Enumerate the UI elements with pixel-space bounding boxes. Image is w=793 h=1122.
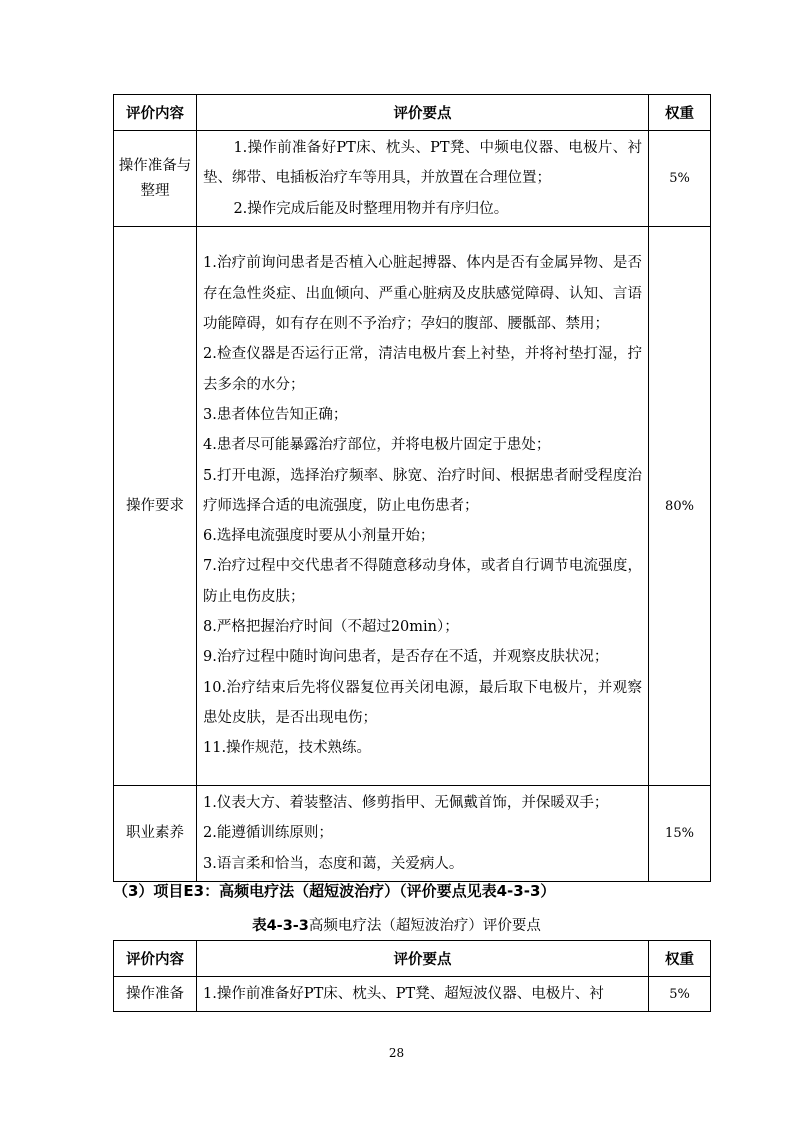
- page-number: 28: [388, 1046, 405, 1060]
- point-item: 7.治疗过程中交代患者不得随意移动身体，或者自行调节电流强度，防止电伤皮肤；: [203, 558, 642, 605]
- point-item: 3.语言柔和恰当，态度和蔼，关爱病人。: [203, 855, 464, 872]
- category-label: 操作准备与整理: [118, 157, 192, 199]
- row-weight: 80%: [649, 227, 711, 786]
- point-item: 10.治疗结束后先将仪器复位再关闭电源，最后取下电极片，并观察患处皮肤，是否出现电伤；: [203, 679, 642, 726]
- point-item: 6.选择电流强度时要从小剂量开始；: [203, 528, 435, 545]
- point-item: 2.检查仪器是否运行正常，清洁电极片套上衬垫，并将衬垫打湿，拧去多余的水分；: [203, 346, 642, 393]
- table-caption: [0, 914, 793, 935]
- table-title: 高频电疗法（超短波治疗）评价要点: [308, 918, 541, 934]
- point-item: 11.操作规范，技术熟练。: [203, 740, 372, 757]
- table-header-row: [114, 95, 711, 131]
- table-row: [114, 786, 711, 882]
- table-row: [114, 977, 711, 1012]
- point-item: 5.打开电源，选择治疗频率、脉宽、治疗时间、根据患者耐受程度治疗师选择合适的电流强度，防止电伤患者；: [203, 467, 642, 514]
- table-row: [114, 227, 711, 786]
- row-points: [197, 786, 649, 882]
- evaluation-table-4-3-2: [113, 94, 711, 882]
- point-item: 1.操作前准备好PT床、枕头、PT凳、中频电仪器、电极片、衬垫、绑带、电插板治疗车等用具，并放置在合理位置；: [203, 140, 642, 187]
- point-item: 8.严格把握治疗时间（不超过20min）；: [203, 619, 459, 636]
- row-weight: 15%: [649, 786, 711, 882]
- section-heading: （3）项目E3：高频电疗法（超短波治疗）（评价要点见表4-3-3）: [113, 882, 556, 900]
- row-points: [197, 977, 649, 1012]
- row-category: [114, 131, 197, 227]
- point-item: 3.患者体位告知正确；: [203, 406, 348, 423]
- point-item: 1.操作前准备好PT床、枕头、PT凳、超短波仪器、电极片、衬: [203, 986, 604, 1002]
- header-weight: 权重: [649, 95, 711, 131]
- point-item: 1.仪表大方、着装整洁、修剪指甲、无佩戴首饰，并保暖双手；: [203, 795, 609, 811]
- header-points: 评价要点: [197, 941, 649, 977]
- row-category: 操作要求: [114, 227, 197, 786]
- row-category: 职业素养: [114, 786, 197, 882]
- header-points: 评价要点: [197, 95, 649, 131]
- point-item: 9.治疗过程中随时询问患者，是否存在不适，并观察皮肤状况；: [203, 649, 609, 666]
- row-weight: 5%: [649, 131, 711, 227]
- table-header-row: [114, 941, 711, 977]
- table-row: [114, 131, 711, 227]
- point-item: 1.治疗前询问患者是否植入心脏起搏器、体内是否有金属异物、是否存在急性炎症、出血倾向、严重心脏病及皮肤感觉障碍、认知、言语功能障碍，如有存在则不予治疗；孕妇的腹部、腰骶部、禁用；: [203, 255, 642, 333]
- evaluation-table-4-3-3: [113, 940, 711, 1012]
- row-points: [197, 131, 649, 227]
- header-weight: 权重: [649, 941, 711, 977]
- row-category: 操作准备: [114, 977, 197, 1012]
- row-weight: 5%: [649, 977, 711, 1012]
- point-item: 4.患者尽可能暴露治疗部位，并将电极片固定于患处；: [203, 437, 551, 454]
- row-points: [197, 227, 649, 786]
- header-category: 评价内容: [114, 95, 197, 131]
- point-item: 2.操作完成后能及时整理用物并有序归位。: [233, 200, 509, 217]
- table-number: 表4-3-3: [252, 918, 309, 934]
- header-category: 评价内容: [114, 941, 197, 977]
- point-item: 2.能遵循训练原则；: [203, 825, 333, 842]
